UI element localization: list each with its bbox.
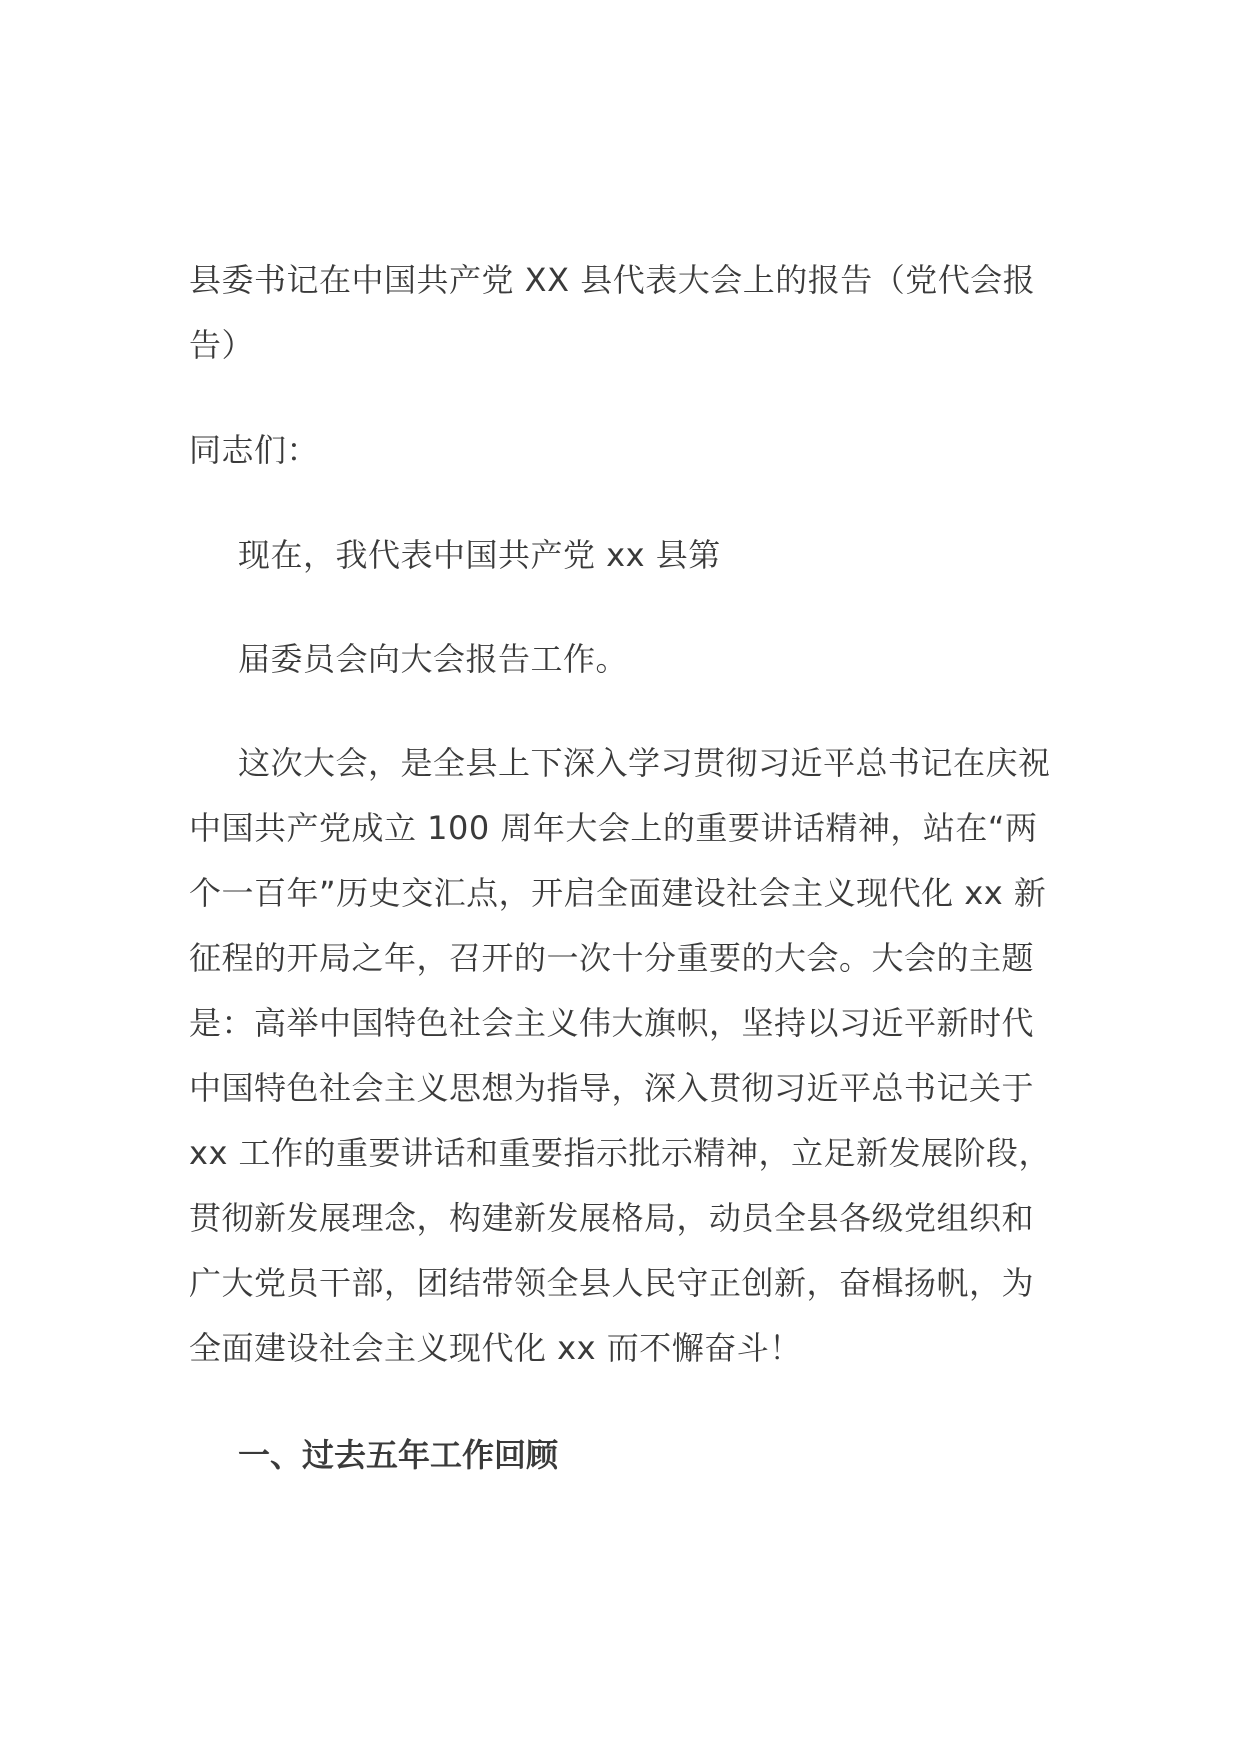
section-heading: 一、过去五年工作回顾 — [238, 1436, 559, 1474]
document-title: 县委书记在中国共产党 XX 县代表大会上的报告（党代会报告） — [189, 261, 1036, 364]
greeting: 同志们： — [189, 431, 320, 469]
paragraph-3: 这次大会，是全县上下深入学习贯彻习近平总书记在庆祝中国共产党成立 100 周年大会上的重要讲话精神，站在“两个一百年”历史交汇点，开启全面建设社会主义现代化 xx 新征程的开局之年，召开的一次十分重要的大会。大会的主题是：高举中国特色社会主义伟大旗帜，坚持以习近平新时代中国特色社会主义思想为指导，深入贯彻习近平总书记关于 xx 工作的重要讲话和重要指示批示精神，立足新发展阶段，贯彻新发展理念，构建新发展格局，动员全县各级党组织和广大党员干部，团结带领全县人民守正创新，奋楫扬帆，为全面建设社会主义现代化 xx 而不懈奋斗！ — [189, 744, 1052, 1367]
paragraph-1: 现在，我代表中国共产党 xx 县第 — [238, 536, 721, 574]
document-page — [189, 248, 1059, 1488]
paragraph-2: 届委员会向大会报告工作。 — [238, 640, 629, 678]
